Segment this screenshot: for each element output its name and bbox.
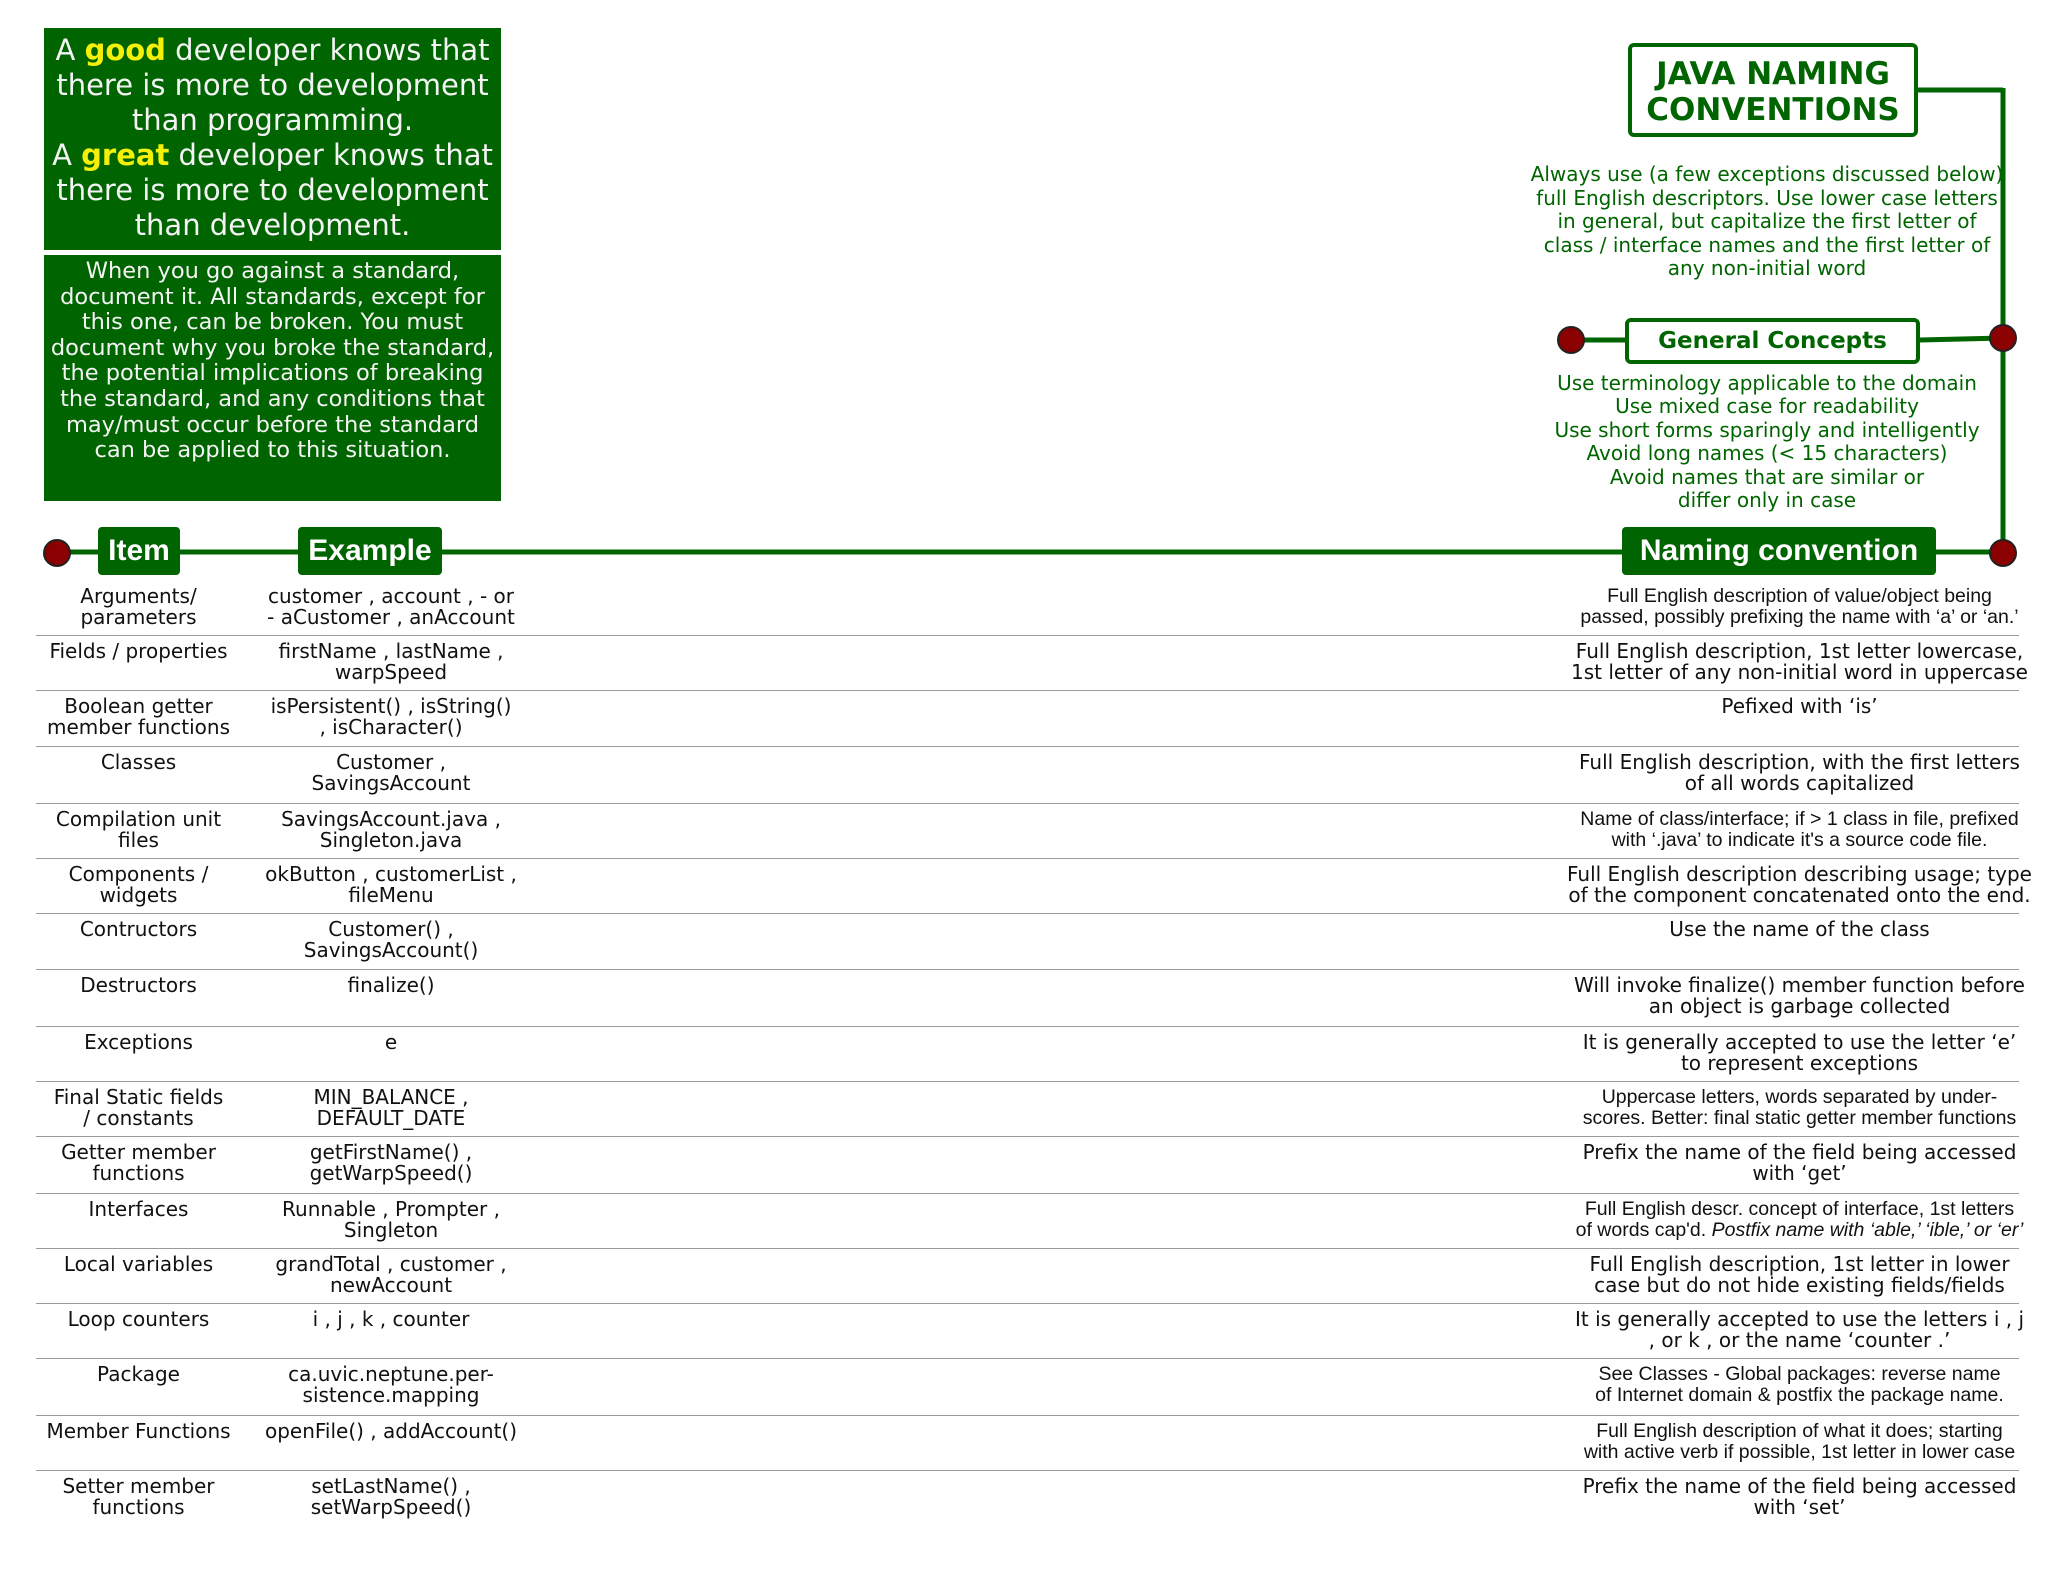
concept-item: Avoid names that are similar or differ only in case [1609, 464, 1925, 513]
row-item: Getter member functions [61, 1140, 216, 1185]
row-item: Setter member functions [62, 1474, 215, 1519]
row-item: Boolean getter member functions [47, 694, 230, 739]
table-row [36, 804, 2019, 859]
row-convention: Uppercase letters, words separated by under- scores. Better: final static getter member functions [1582, 1086, 2017, 1129]
table-row [36, 691, 2019, 747]
table-row [36, 1137, 2019, 1194]
dot-right [1990, 540, 2016, 566]
row-item: Interfaces [88, 1197, 189, 1221]
table-row [36, 970, 2025, 1027]
row-convention: Prefix the name of the field being accessed with ‘set’ [1582, 1474, 2017, 1519]
header-item: Item [98, 527, 180, 575]
table-row [36, 1027, 2019, 1082]
row-item: Components / widgets [68, 862, 209, 907]
table-row [36, 1194, 2024, 1249]
row-convention: Use the name of the class [1669, 917, 1930, 941]
row-item: Arguments/ parameters [80, 584, 197, 629]
row-convention: It is generally accepted to use the letters i , j , or k , or the name ‘counter .’ [1574, 1307, 2025, 1352]
row-example: finalize() [347, 973, 435, 997]
row-example: SavingsAccount.java , Singleton.java [281, 807, 501, 852]
header-naming-convention: Naming convention [1622, 527, 1936, 575]
table-row [36, 859, 2032, 914]
row-convention: Full English description, 1st letter lowercase, 1st letter of any non-initial word in uppercase [1571, 639, 2028, 684]
row-item: Compilation unit files [55, 807, 222, 852]
row-example: Runnable , Prompter , Singleton [282, 1197, 500, 1242]
row-example: firstName , lastName , warpSpeed [278, 639, 504, 684]
row-example: Customer , SavingsAccount [311, 750, 471, 795]
row-item: Exceptions [84, 1030, 193, 1054]
table-row [36, 914, 2019, 970]
row-example: okButton , customerList , fileMenu [265, 862, 517, 907]
standard-note: When you go against a standard, document it. All standards, except for this one, can be broken. You must document why you broke the standard, the potential implications of breaking the standard, and any conditions that may/must occur before the standard can be applied to this situation. [44, 255, 501, 501]
row-example: Customer() , SavingsAccount() [303, 917, 479, 962]
table-row [36, 1471, 2019, 1526]
concept-item: Use short forms sparingly and intelligently [1554, 417, 1980, 442]
row-item: Fields / properties [49, 639, 228, 663]
quote-highlight-good: good [84, 33, 166, 67]
row-convention: Full English description of what it does; starting with active verb if possible, 1st letter in lower case [1583, 1420, 2016, 1463]
row-item: Destructors [80, 973, 197, 997]
dot-left [44, 540, 70, 566]
row-example: ca.uvic.neptune.per- sistence.mapping [288, 1362, 494, 1407]
header-example: Example [298, 527, 442, 575]
general-concepts-label: General Concepts [1625, 318, 1920, 364]
table-row [36, 747, 2019, 804]
table-row [36, 1082, 2019, 1137]
row-convention: Full English descr. concept of interface, 1st letters of words cap'd. Postfix name with ‘able,’ ‘ible,’ or ‘er’ [1575, 1198, 2024, 1241]
row-convention: Full English description describing usage; type of the component concatenated onto the end. [1567, 862, 2032, 907]
row-example: setLastName() , setWarpSpeed() [310, 1474, 472, 1519]
table-row [36, 1304, 2025, 1359]
row-example: grandTotal , customer , newAccount [275, 1252, 507, 1297]
developer-quote: A good developer knows that there is more to development than programming. A great developer knows that there is more to development than development. [44, 28, 501, 250]
row-convention: Full English description of value/object being passed, possibly prefixing the name with ‘a’ or ‘an.’ [1580, 585, 2019, 628]
row-example: getFirstName() , getWarpSpeed() [309, 1140, 473, 1185]
row-convention: It is generally accepted to use the letter ‘e’ to represent exceptions [1582, 1030, 2017, 1075]
quote-highlight-great: great [81, 138, 170, 172]
row-item: Classes [100, 750, 177, 774]
row-item: Package [97, 1362, 180, 1386]
row-example: customer , account , - or - aCustomer , anAccount [267, 584, 515, 629]
table-row [36, 636, 2028, 691]
row-item: Final Static fields / constants [53, 1085, 224, 1130]
row-item: Member Functions [46, 1419, 231, 1443]
row-item: Local variables [63, 1252, 214, 1276]
page-title: JAVA NAMING CONVENTIONS [1628, 43, 1918, 137]
table-row [36, 1359, 2019, 1416]
row-convention: Will invoke finalize() member function before an object is garbage collected [1574, 973, 2025, 1018]
general-concepts-list [1530, 372, 2004, 512]
row-convention: Pefixed with ‘is’ [1721, 694, 1878, 718]
row-convention: Prefix the name of the field being accessed with ‘get’ [1582, 1140, 2017, 1185]
dot-concepts-left [1558, 327, 1584, 353]
table-row [36, 1416, 2019, 1471]
row-convention: Name of class/interface; if > 1 class in file, prefixed with ‘.java’ to indicate it's a source code file. [1580, 808, 2019, 851]
row-example: MIN_BALANCE , DEFAULT_DATE [313, 1085, 469, 1130]
table-row [36, 1249, 2019, 1304]
row-example: i , j , k , counter [312, 1307, 470, 1331]
row-convention: See Classes - Global packages: reverse name of Internet domain & postfix the package name. [1595, 1363, 2004, 1406]
concept-item: Avoid long names (< 15 characters) [1586, 441, 1948, 466]
concept-item: Use mixed case for readability [1615, 394, 1919, 419]
row-item: Loop counters [67, 1307, 210, 1331]
row-example: isPersistent() , isString() , isCharacter() [270, 694, 512, 739]
table-row [36, 581, 2019, 636]
dot-concepts-right [1990, 325, 2016, 351]
row-convention-italic: Postfix name with ‘able,’ ‘ible,’ or ‘er’ [1711, 1219, 2024, 1241]
concept-item: Use terminology applicable to the domain [1557, 371, 1977, 395]
row-example: e [384, 1030, 398, 1054]
row-convention: Full English description, 1st letter in lower case but do not hide existing fields/fields [1589, 1252, 2010, 1297]
row-example: openFile() , addAccount() [264, 1419, 518, 1443]
row-item: Contructors [79, 917, 198, 941]
conventions-table [36, 581, 2032, 1526]
row-convention: Full English description, with the first letters of all words capitalized [1579, 750, 2020, 795]
intro-text: Always use (a few exceptions discussed below) full English descriptors. Use lower case letters in general, but capitalize the first letter of class / interface names and the first letter of any non-initial word [1530, 162, 2004, 280]
